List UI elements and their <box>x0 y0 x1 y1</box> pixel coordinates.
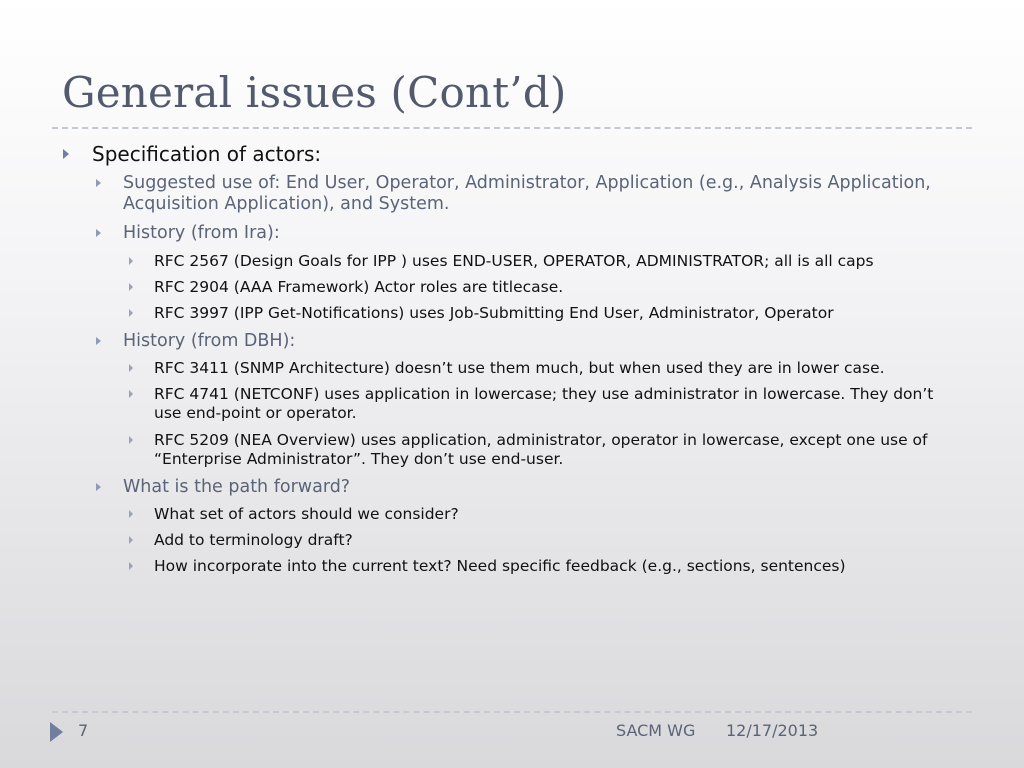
bullet-arrow-icon <box>96 483 101 491</box>
bullet-arrow-icon <box>129 364 133 372</box>
footer-date: 12/17/2013 <box>726 721 819 740</box>
bullet-arrow-icon <box>96 179 101 187</box>
bullet-text: What set of actors should we consider? <box>154 505 459 523</box>
bullet-item <box>154 278 954 297</box>
bullet-item <box>154 431 954 469</box>
bullet-arrow-icon <box>129 390 133 398</box>
bullet-text: History (from Ira): <box>123 223 280 243</box>
bullet-arrow-icon <box>63 149 69 159</box>
bullet-text: RFC 3997 (IPP Get-Notifications) uses Job-Submitting End User, Administrator, Operator <box>154 304 834 322</box>
bullet-text: Specification of actors: <box>92 142 322 166</box>
bullet-arrow-icon <box>96 337 101 345</box>
bullet-text: RFC 5209 (NEA Overview) uses application, administrator, operator in lowercase, except one use of “Enterprise Administrator”. They don’t use end-user. <box>154 431 928 468</box>
bullet-text: RFC 3411 (SNMP Architecture) doesn’t use them much, but when used they are in lower case. <box>154 359 885 377</box>
bullet-text: History (from DBH): <box>123 331 296 351</box>
bullet-item <box>154 531 954 550</box>
bullet-arrow-icon <box>129 309 133 317</box>
bullet-arrow-icon <box>129 510 133 518</box>
bullet-text: Suggested use of: End User, Operator, Administrator, Application (e.g., Analysis Application, Acquisition Application), and System. <box>123 173 931 214</box>
footer-divider <box>52 711 972 713</box>
bullet-text: How incorporate into the current text? Need specific feedback (e.g., sections, sentences) <box>154 557 846 575</box>
bullet-item <box>154 385 954 423</box>
bullet-item <box>154 505 954 524</box>
title-divider <box>52 127 972 129</box>
bullet-arrow-icon <box>129 257 133 265</box>
bullet-item <box>154 252 954 271</box>
bullet-arrow-icon <box>129 562 133 570</box>
bullet-item <box>123 477 973 498</box>
bullet-item <box>123 173 973 215</box>
bullet-arrow-icon <box>129 436 133 444</box>
bullet-item <box>154 304 954 323</box>
bullet-item <box>123 331 973 352</box>
bullet-text: What is the path forward? <box>123 477 351 497</box>
bullet-item <box>92 142 972 166</box>
slide-title: General issues (Cont’d) <box>62 68 567 117</box>
bullet-arrow-icon <box>129 536 133 544</box>
bullet-item <box>154 557 954 576</box>
bullet-text: RFC 2904 (AAA Framework) Actor roles are titlecase. <box>154 278 564 296</box>
bullet-arrow-icon <box>96 229 101 237</box>
bullet-text: Add to terminology draft? <box>154 531 353 549</box>
triangle-right-icon <box>50 722 63 742</box>
bullet-item <box>154 359 954 378</box>
footer-group: SACM WG <box>616 721 696 740</box>
bullet-text: RFC 4741 (NETCONF) uses application in lowercase; they use administrator in lowercase. They don’t use end-point or operator. <box>154 385 934 422</box>
bullet-arrow-icon <box>129 283 133 291</box>
slide-number: 7 <box>78 721 89 740</box>
bullet-text: RFC 2567 (Design Goals for IPP ) uses END-USER, OPERATOR, ADMINISTRATOR; all is all caps <box>154 252 874 270</box>
bullet-item <box>123 223 973 244</box>
